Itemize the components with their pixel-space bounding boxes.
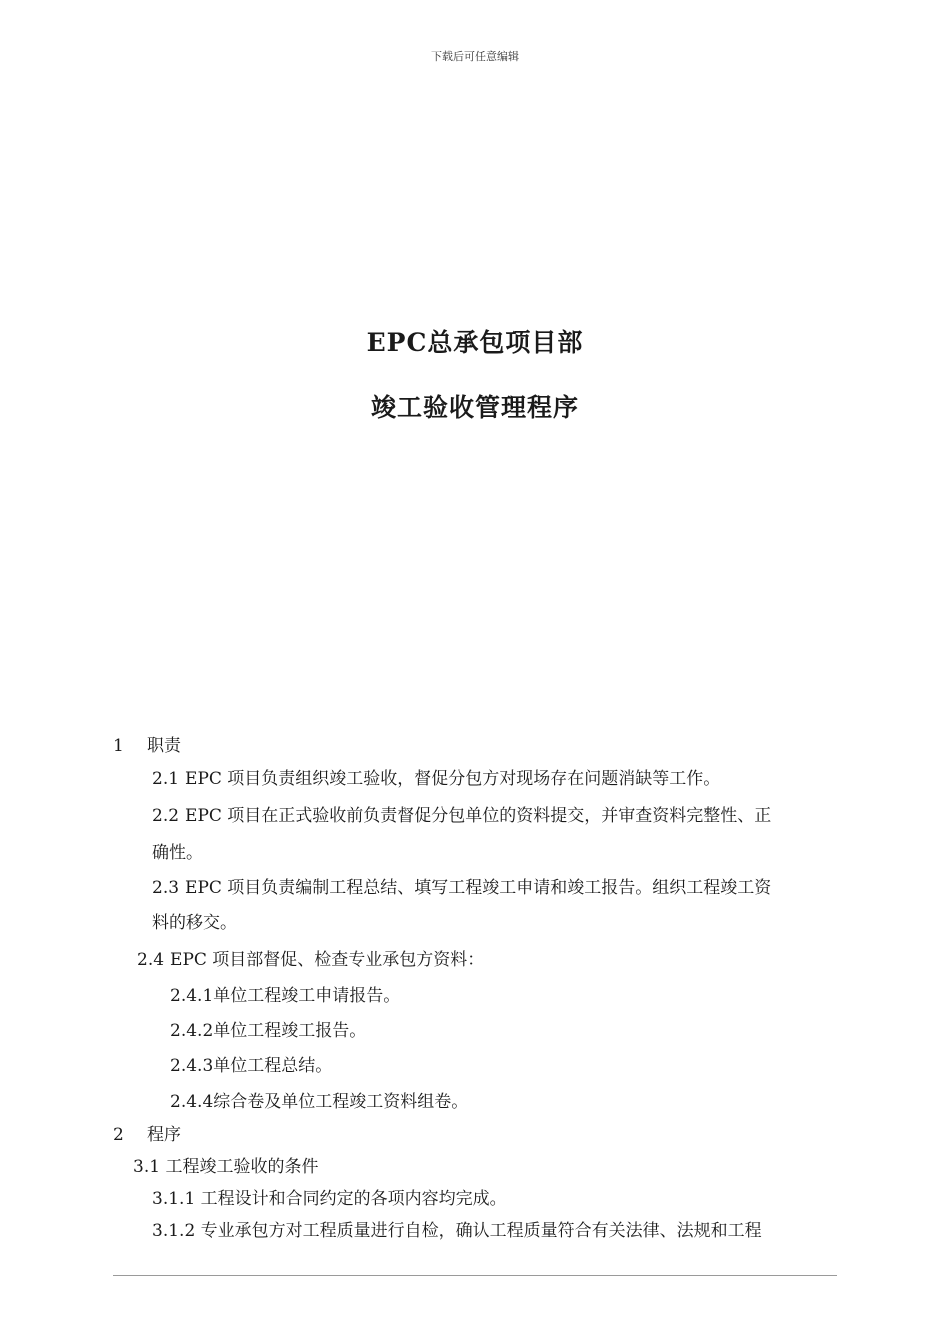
clause-2-4 bbox=[137, 948, 484, 972]
clause-text: 单位工程竣工报告。 bbox=[213, 1021, 367, 1041]
clause-number: 3.1.1 bbox=[152, 1189, 196, 1209]
clause-2-4-4 bbox=[170, 1090, 468, 1114]
clause-3-1 bbox=[133, 1155, 318, 1179]
clause-number: 3.1.2 bbox=[152, 1221, 196, 1241]
clause-number: 2.1 bbox=[152, 769, 180, 789]
footer-divider bbox=[113, 1275, 837, 1276]
clause-text: 单位工程总结。 bbox=[213, 1056, 333, 1076]
clause-number: 2.2 bbox=[152, 806, 180, 826]
header-note: 下载后可任意编辑 bbox=[431, 50, 519, 63]
clause-3-1-2 bbox=[152, 1219, 762, 1243]
clause-number: 2.4.1 bbox=[170, 986, 214, 1006]
clause-3-1-1 bbox=[152, 1187, 507, 1211]
section-number: 1 bbox=[113, 736, 124, 756]
clause-text: 综合卷及单位工程竣工资料组卷。 bbox=[213, 1092, 469, 1112]
section-heading-procedure bbox=[113, 1123, 181, 1147]
clause-text: 工程设计和合同约定的各项内容均完成。 bbox=[200, 1189, 507, 1209]
clause-2-4-2 bbox=[170, 1019, 366, 1043]
clause-2-3-continuation: 料的移交。 bbox=[152, 913, 237, 933]
clause-text: EPC 项目部督促、检查专业承包方资料： bbox=[170, 950, 485, 970]
clause-text: 专业承包方对工程质量进行自检，确认工程质量符合有关法律、法规和工程 bbox=[200, 1221, 762, 1241]
clause-number: 3.1 bbox=[133, 1157, 161, 1177]
clause-number: 2.4.3 bbox=[170, 1056, 214, 1076]
section-heading-responsibilities bbox=[113, 734, 181, 758]
clause-text: EPC 项目负责编制工程总结、填写工程竣工申请和竣工报告。组织工程竣工资 bbox=[185, 878, 772, 898]
clause-text: 工程竣工验收的条件 bbox=[165, 1157, 319, 1177]
clause-number: 2.4.2 bbox=[170, 1021, 214, 1041]
document-title-line-2: 竣工验收管理程序 bbox=[370, 393, 579, 422]
clause-text: 单位工程竣工申请报告。 bbox=[213, 986, 401, 1006]
section-label: 职责 bbox=[147, 736, 181, 756]
clause-2-4-1 bbox=[170, 984, 400, 1008]
clause-text: EPC 项目在正式验收前负责督促分包单位的资料提交，并审查资料完整性、正 bbox=[185, 806, 772, 826]
clause-number: 2.4 bbox=[137, 950, 165, 970]
clause-2-1 bbox=[152, 767, 720, 791]
document-title-line-1: EPC总承包项目部 bbox=[366, 328, 584, 357]
clause-number: 2.3 bbox=[152, 878, 180, 898]
clause-2-2-continuation: 确性。 bbox=[152, 843, 203, 863]
clause-number: 2.4.4 bbox=[170, 1092, 214, 1112]
clause-2-2 bbox=[152, 804, 771, 828]
section-number: 2 bbox=[113, 1125, 124, 1145]
section-label: 程序 bbox=[147, 1125, 181, 1145]
clause-text: EPC 项目负责组织竣工验收，督促分包方对现场存在问题消缺等工作。 bbox=[185, 769, 721, 789]
clause-2-3 bbox=[152, 876, 771, 900]
clause-2-4-3 bbox=[170, 1054, 332, 1078]
